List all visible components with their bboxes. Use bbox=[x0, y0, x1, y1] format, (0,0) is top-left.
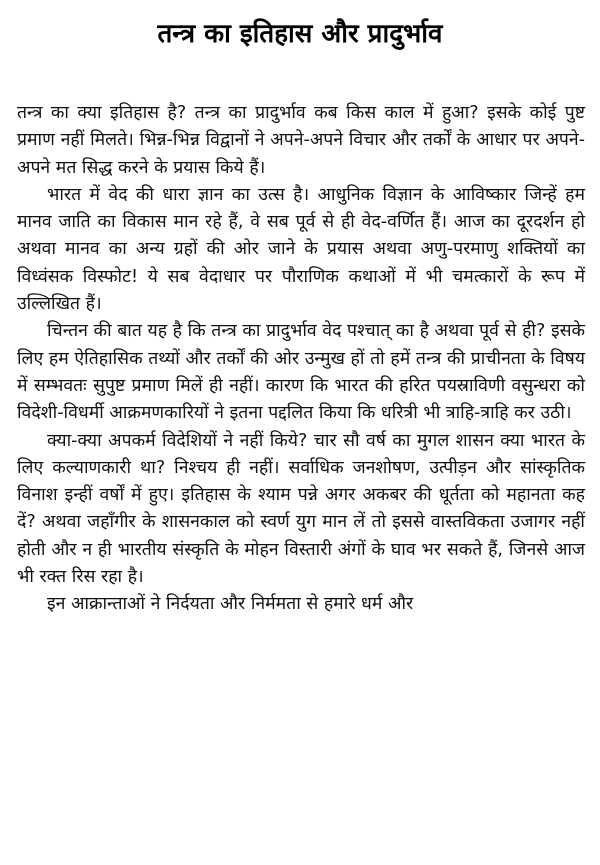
paragraph-3: चिन्तन की बात यह है कि तन्त्र का प्रादुर्भाव वेद पश्चात् का है अथवा पूर्व से ही? इसके लिए हम ऐतिहासिक तथ्यों और तर्कों की ओर उन्मुख हों तो हमें तन्त्र की प्राचीनता के विषय में सम्भवतः सुपुष्ट प्रमाण मिलें ही नहीं। कारण कि भारत की हरित पयस्राविणी वसुन्धरा को विदेशी-विधर्मी आक्रमणकारियों ने इतना पद्दलित किया कि धरित्री भी त्राहि-त्राहि कर उठी। bbox=[17, 321, 585, 424]
paragraph-2: भारत में वेद की धारा ज्ञान का उत्स है। आधुनिक विज्ञान के आविष्कार जिन्हें हम मानव जाति का विकास मान रहे हैं, वे सब पूर्व से ही वेद-वर्णित हैं। आज का दूरदर्शन हो अथवा मानव का अन्य ग्रहों की ओर जाने के प्रयास अथवा अणु-परमाणु शक्तियों का विध्वंसक विस्फोट! ये सब वेदाधार पर पौराणिक कथाओं में भी चमत्कारों के रूप में उल्लिखित हैं। bbox=[17, 184, 585, 315]
paragraph-4: क्या-क्या अपकर्म विदेशियों ने नहीं किये? चार सौ वर्ष का मुगल शासन क्या भारत के लिए कल्याणकारी था? निश्चय ही नहीं। सर्वाधिक जनशोषण, उत्पीड़न और सांस्कृतिक विनाश इन्हीं वर्षों में हुए। इतिहास के श्याम पन्ने अगर अकबर की धूर्तता को महानता कह दें? अथवा जहाँगीर के शासनकाल को स्वर्ण युग मान लें तो इससे वास्तविकता उजागर नहीं होती और न ही भारतीय संस्कृति के मोहन विस्तारी अंगों के घाव भर सकते हैं, जिनसे आज भी रक्त रिस रहा है। bbox=[17, 430, 585, 588]
paragraph-1: तन्त्र का क्या इतिहास है? तन्त्र का प्रादुर्भाव कब किस काल में हुआ? इसके कोई पुष्ट प्रमाण नहीं मिलते। भिन्न-भिन्न विद्वानों ने अपने-अपने विचार और तर्कों के आधार पर अपने-अपने मत सिद्ध करने के प्रयास किये हैं। bbox=[17, 103, 585, 178]
paragraph-5: इन आक्रान्ताओं ने निर्दयता और निर्ममता से हमारे धर्म और bbox=[47, 594, 414, 615]
body-text bbox=[17, 100, 585, 619]
chapter-title: तन्त्र का इतिहास और प्रादुर्भाव bbox=[157, 19, 443, 49]
